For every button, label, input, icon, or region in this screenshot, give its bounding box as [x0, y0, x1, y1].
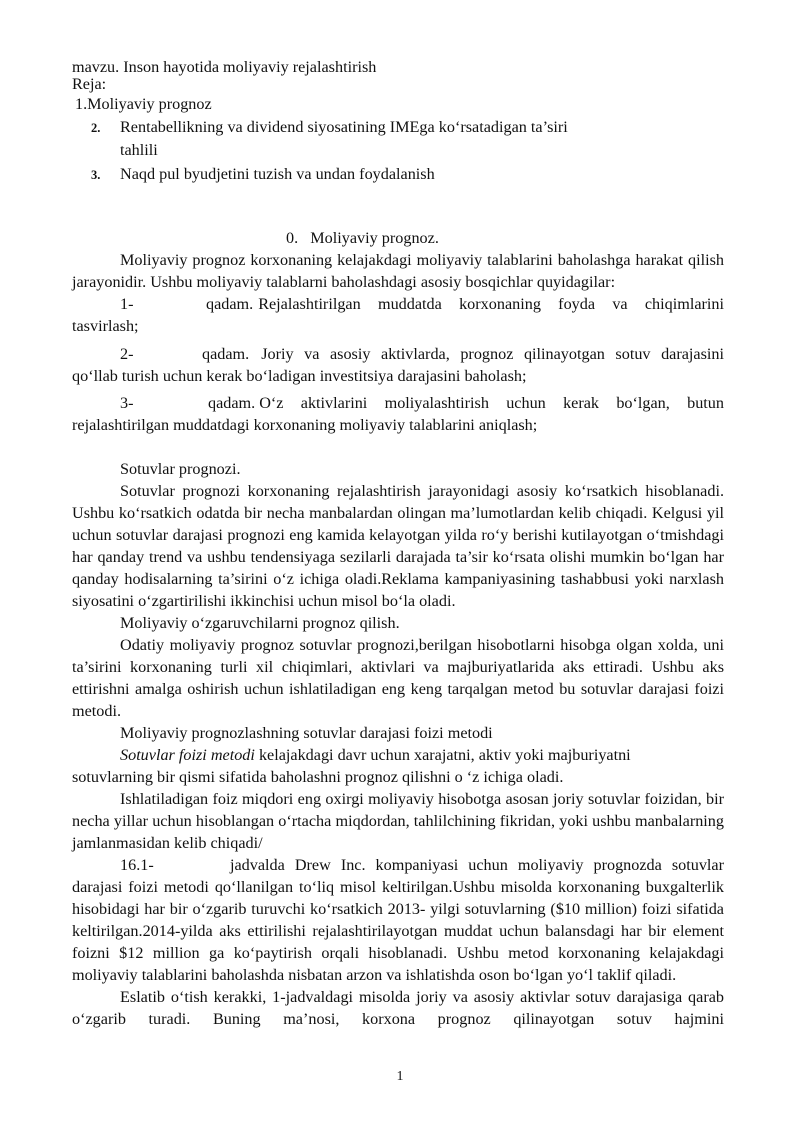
- section-heading: 0. Moliyaviy prognoz.: [286, 229, 439, 247]
- step-head: qadam.: [206, 295, 254, 313]
- plan-item-text: Rentabellikning va dividend siyosatining IMEga ko‘rsatadigan ta’siri: [120, 118, 568, 136]
- step-2: [120, 343, 724, 365]
- percent-paragraph: Ishlatiladigan foiz miqdori eng oxirgi moliyaviy hisobotga asosan joriy sotuvlar foizidan, bir necha yillar uchun hisoblangan o‘rtacha miqdordan, tahlilchining fikridan, yoki ushbu manbalarning jamlanmasidan kelib chiqadi/: [72, 790, 724, 852]
- step-3-cont: rejalashtirilgan muddatdagi korxonaning moliyaviy talablarini aniqlash;: [72, 416, 538, 434]
- variables-heading: Moliyaviy o‘zgaruvchilarni prognoz qilish.: [120, 614, 400, 632]
- table-ref-paragraph: darajasi foizi metodi qo‘llanilgan to‘liq misol keltirilgan.Ushbu misolda korxonaning buxgalterlik hisobidagi har bir o‘zgarib turuvchi ko‘rsatkich 2013- yilgi sotuvlarning ($10 million) foizi sifatida keltirilgan.2014-yilda aks ettirilishi rejalashtirilayotgan muddat uchun balansdagi har bir element foizni $12 million ga ko‘paytirish orqali hisoblanadi. Ushbu metod korxonaning kelajakdagi moliyaviy talablarini baholashda nisbatan arzon va ishlatishda oson bo‘lgan yo‘l taklif qiladi.: [72, 878, 724, 984]
- step-text: O‘z aktivlarini moliyalashtirish uchun kerak bo‘lgan, butun: [259, 394, 724, 412]
- table-ref-number: 16.1-: [120, 856, 154, 874]
- method-line-1: [72, 744, 724, 766]
- step-1: [120, 293, 724, 315]
- plan-item-3: [91, 162, 724, 186]
- plan-item-text: Naqd pul byudjetini tuzish va undan foydalanish: [120, 165, 435, 183]
- sales-paragraph: Sotuvlar prognozi korxonaning rejalashtirish jarayonidagi asosiy ko‘rsatkich hisoblanadi. Ushbu ko‘rsatkich odatda bir necha manbalardan olingan ma’lumotlardan kelib chiqadi. Kelgusi yil uchun sotuvlar darajasi prognozi eng kamida kelayotgan yilda ro‘y berishi kutilayotgan o‘tmishdagi har qanday trend va ushbu tendensiyaga sezilarli darajada ta’sir ko‘rsata olishi mumkin bo‘lgan har qanday hodisalarning ta’sirini o‘z ichiga oladi.Reklama kampaniyasining tashabbusi yoki narxlash siyosatini o‘zgartirilishi ikkinchisi uchun misol bo‘la oladi.: [72, 482, 724, 610]
- step-3: [120, 392, 724, 414]
- step-text: Joriy va asosiy aktivlarda, prognoz qilinayotgan sotuv darajasini: [261, 345, 724, 363]
- step-head: qadam.: [202, 345, 250, 363]
- table-ref-line: [120, 854, 724, 876]
- step-2-cont: qo‘llab turish uchun kerak bo‘ladigan investitsiya darajasini baholash;: [72, 367, 527, 385]
- step-text: Rejalashtirilgan muddatda korxonaning foyda va chiqimlarini: [258, 295, 724, 313]
- method-line-2: sotuvlarning bir qismi sifatida baholashni prognoz qilishni o ‘z ichiga oladi.: [72, 768, 564, 786]
- steps-list: [72, 293, 724, 436]
- method-term: Sotuvlar foizi metodi: [120, 746, 255, 764]
- step-head: qadam.: [208, 394, 256, 412]
- method-heading: Moliyaviy prognozlashning sotuvlar darajasi foizi metodi: [120, 724, 493, 742]
- table-ref-text: jadvalda Drew Inc. kompaniyasi uchun moliyaviy prognozda sotuvlar: [230, 856, 724, 874]
- step-number: 2-: [120, 345, 134, 363]
- topic-line: mavzu. Inson hayotida moliyaviy rejalashtirish: [72, 58, 377, 76]
- intro-paragraph: Moliyaviy prognoz korxonaning kelajakdagi moliyaviy talablarini baholashga harakat qilish jarayonidir. Ushbu moliyaviy talablarni baholashdagi asosiy bosqichlar quyidagilar:: [72, 251, 724, 291]
- plan-item-number: 1.: [75, 95, 88, 113]
- sales-heading: Sotuvlar prognozi.: [120, 460, 241, 478]
- page-content: [72, 58, 724, 1030]
- method-text: kelajakdagi davr uchun xarajatni, aktiv yoki majburiyatni: [254, 746, 631, 764]
- variables-paragraph: Odatiy moliyaviy prognoz sotuvlar prognozi,berilgan hisobotlarni hisobga olgan xolda, uni ta’sirini korxonaning turli xil chiqimlari, aktivlari va majburiyatlarida aks ettiradi. Ushbu aks ettirishni amalga oshirish uchun ishlatiladigan eng keng tarqalgan metod bu sotuvlar darajasi foizi metodi.: [72, 636, 724, 720]
- plan-item-2-cont: tahlili: [120, 141, 158, 159]
- plan-item-number: 2.: [91, 121, 101, 135]
- step-1-cont: tasvirlash;: [72, 317, 139, 335]
- plan-item-1: [75, 92, 724, 116]
- step-number: 3-: [120, 394, 134, 412]
- step-number: 1-: [120, 295, 134, 313]
- plan-label: Reja:: [72, 75, 107, 93]
- plan-list: [72, 92, 724, 186]
- final-paragraph: Eslatib o‘tish kerakki, 1-jadvaldagi misolda joriy va asosiy aktivlar sotuv darajasiga qarab o‘zgarib turadi. Buning ma’nosi, korxona prognoz qilinayotgan sotuv hajmini: [72, 988, 724, 1028]
- page-number: 1: [396, 1069, 404, 1084]
- plan-item-text: Moliyaviy prognoz: [87, 95, 212, 113]
- plan-item-number: 3.: [91, 168, 101, 182]
- plan-item-2: [91, 116, 724, 138]
